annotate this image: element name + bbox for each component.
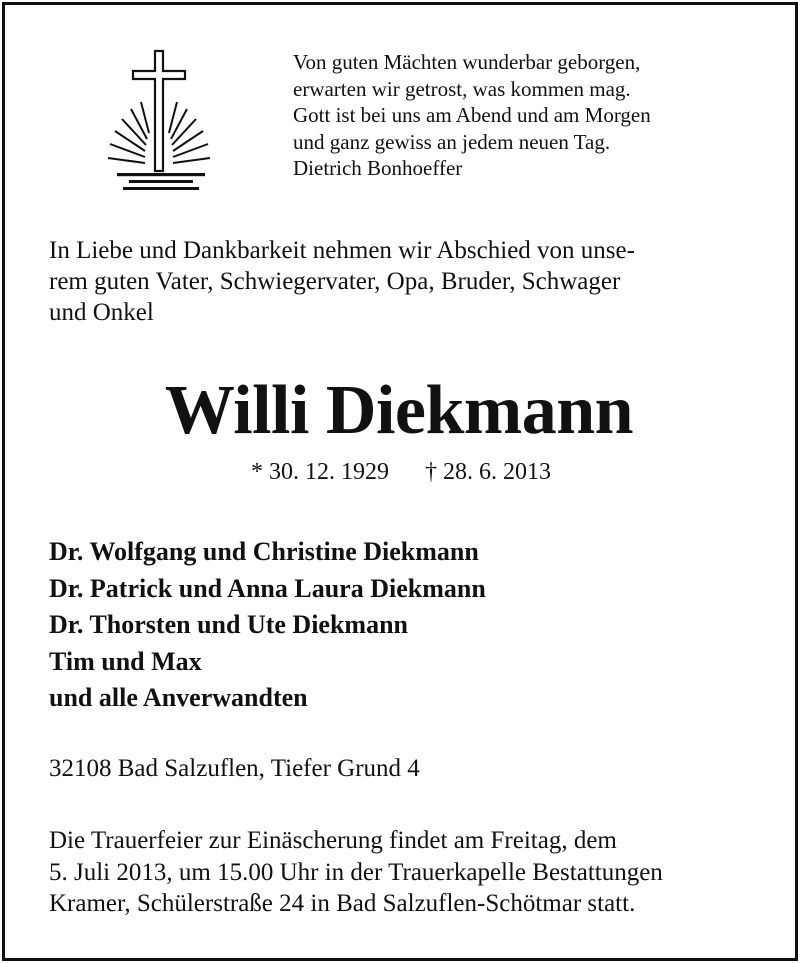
ceremony-line: Kramer, Schülerstraße 24 in Bad Salzuflen-Schötmar statt. bbox=[49, 890, 636, 917]
mourner-line: Tim und Max bbox=[49, 646, 202, 676]
mourner-line: Dr. Patrick und Anna Laura Diekmann bbox=[49, 573, 486, 603]
farewell-line: rem guten Vater, Schwiegervater, Opa, Bruder, Schwager bbox=[49, 268, 621, 295]
family-address: 32108 Bad Salzuflen, Tiefer Grund 4 bbox=[49, 755, 420, 782]
quote-line: erwarten wir getrost, was kommen mag. bbox=[293, 76, 631, 101]
mourner-line: und alle Anverwandten bbox=[49, 683, 308, 712]
ceremony-line: 5. Juli 2013, um 15.00 Uhr in der Trauerkapelle Bestattungen bbox=[49, 858, 663, 886]
ceremony-line: Die Trauerfeier zur Einäscherung findet am Freitag, dem bbox=[49, 827, 617, 854]
mourners-list bbox=[49, 534, 486, 717]
quote-line: Gott ist bei uns am Abend und am Morgen bbox=[293, 103, 651, 127]
quote-line: und ganz gewiss an jedem neuen Tag. bbox=[293, 129, 611, 154]
farewell-text bbox=[49, 235, 635, 328]
death-date: † 28. 6. 2013 bbox=[425, 459, 551, 485]
mourner-line: Dr. Wolfgang und Christine Diekmann bbox=[49, 537, 479, 566]
quote-author: Dietrich Bonhoeffer bbox=[293, 156, 463, 180]
mourner-line: Dr. Thorsten und Ute Diekmann bbox=[49, 610, 409, 639]
farewell-line: In Liebe und Dankbarkeit nehmen wir Abschied von unse- bbox=[49, 237, 635, 264]
life-dates bbox=[5, 457, 800, 487]
deceased-name: Willi Diekmann bbox=[164, 372, 634, 449]
obituary-notice bbox=[2, 2, 798, 961]
cross-with-rising-sun-icon bbox=[103, 47, 219, 197]
birth-date: * 30. 12. 1929 bbox=[251, 459, 389, 485]
farewell-line: und Onkel bbox=[49, 299, 154, 326]
funeral-ceremony-info bbox=[49, 825, 663, 920]
bonhoeffer-quote bbox=[293, 49, 651, 182]
quote-line: Von guten Mächten wunderbar geborgen, bbox=[293, 50, 641, 74]
